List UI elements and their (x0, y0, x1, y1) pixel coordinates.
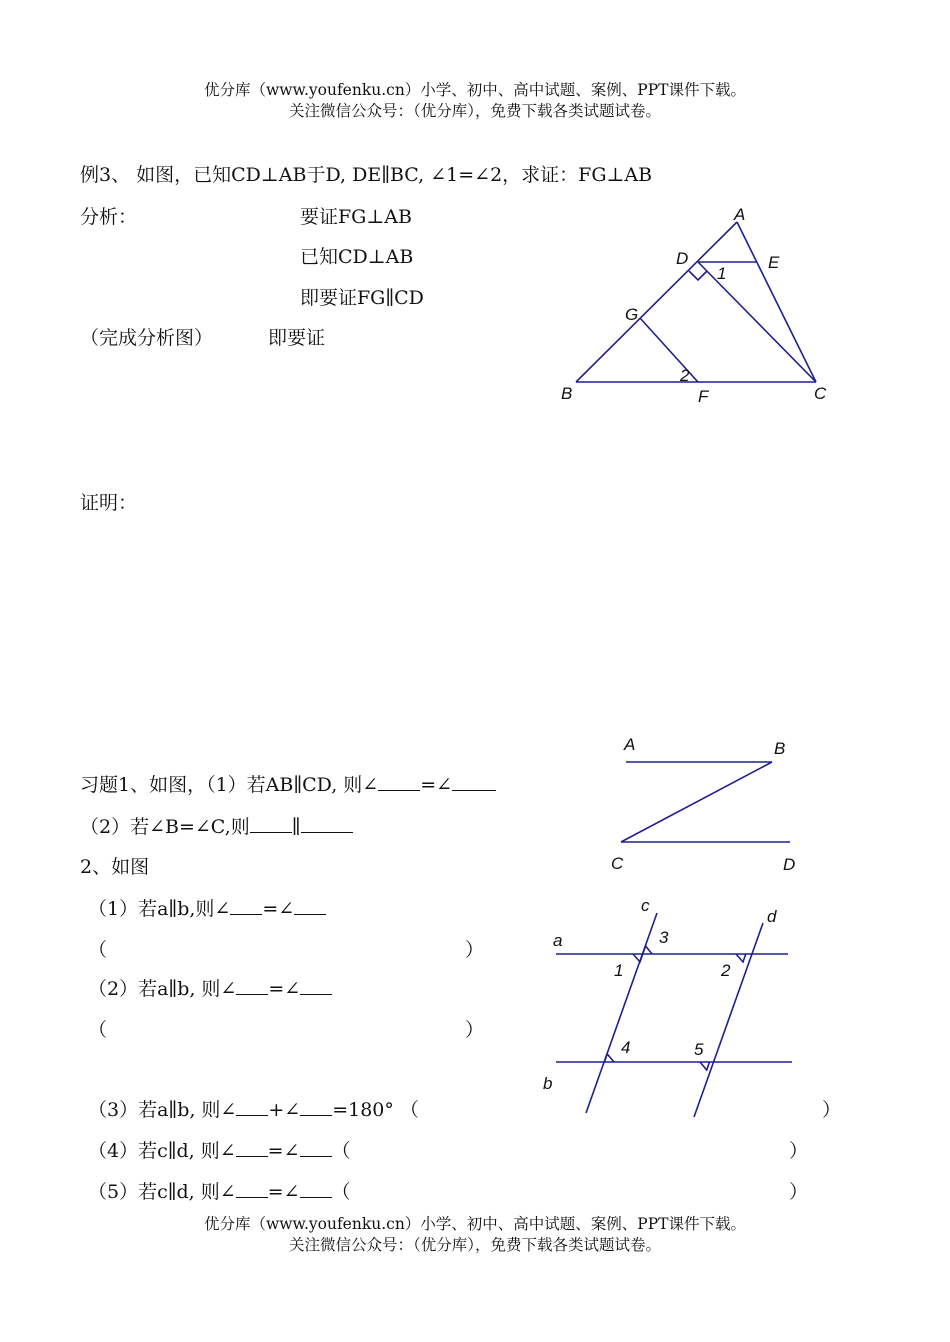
label-angle-2: 2 (680, 366, 690, 385)
example3-statement: 例3、 如图，已知CD⊥AB于D, DE∥BC, ∠1=∠2，求证：FG⊥AB (80, 164, 653, 186)
label-e: E (768, 253, 780, 272)
label-b: B (561, 384, 573, 403)
footer-line-1: 优分库（www.youfenku.cn）小学、初中、高中试题、案例、PPT课件下载。 (203, 1215, 747, 1233)
exercise2-q3-end: =180° （ (332, 1099, 419, 1121)
exercise1-q2-mid: ∥ (291, 816, 301, 838)
exercise2-q3-plus: +∠ (268, 1099, 301, 1121)
label-angle-4: 4 (621, 1038, 631, 1057)
analysis-label: 分析： (80, 206, 138, 228)
exercise2-q4-mid: =∠ (267, 1140, 300, 1162)
exercise2-q2-reason-close: ） (465, 1019, 485, 1041)
label-b: b (543, 1074, 553, 1093)
exercise2-title: 2、如图 (80, 856, 150, 878)
exercise1-q1-mid: =∠ (420, 774, 453, 796)
angle-5-mark (700, 1062, 710, 1070)
exercise2-q5-reason-close: ） (789, 1181, 809, 1203)
analysis-step-3: 即要证FG∥CD (300, 287, 424, 309)
label-a: A (734, 205, 746, 224)
label-g: G (625, 305, 639, 324)
label-f: F (698, 387, 709, 406)
label-b: B (774, 739, 786, 758)
analysis-step-4: 即要证 (268, 327, 326, 349)
label-a: A (624, 735, 636, 754)
label-angle-5: 5 (694, 1040, 704, 1059)
label-d: d (767, 907, 777, 926)
label-d: D (783, 855, 796, 874)
exercise1-q2-text: （2）若∠B=∠C,则 (80, 816, 250, 838)
exercise2-q1-reason-open: （ (88, 939, 108, 961)
footer-line-2: 关注微信公众号：（优分库），免费下载各类试题试卷。 (288, 1236, 661, 1254)
label-c: c (641, 896, 650, 915)
exercise2-q1-reason-close: ） (465, 939, 485, 961)
analysis-step-2: 已知CD⊥AB (300, 246, 414, 268)
exercise2-q3-reason-close: ） (822, 1099, 842, 1121)
analysis-step-1: 要证FG⊥AB (300, 206, 412, 228)
exercise2-q1-mid: =∠ (262, 898, 295, 920)
exercise2-q3-text: （3）若a∥b, 则∠ (88, 1099, 237, 1121)
label-angle-3: 3 (659, 928, 669, 947)
complete-figure-note: （完成分析图） (80, 327, 214, 349)
exercise2-q4-text: （4）若c∥d, 则∠ (88, 1140, 236, 1162)
exercise2-q1-text: （1）若a∥b,则∠ (88, 898, 231, 920)
exercise2-q2-reason-open: （ (88, 1019, 108, 1041)
label-angle-2: 2 (721, 961, 731, 980)
exercise1-q1-text: 习题1、如图，（1）若AB∥CD, 则∠ (80, 774, 379, 796)
label-d: D (676, 249, 689, 268)
label-c: C (814, 384, 827, 403)
exercise2-q4-end: （ (331, 1140, 351, 1162)
proof-label: 证明： (80, 492, 138, 514)
label-angle-1: 1 (717, 264, 727, 283)
line-d (694, 923, 763, 1117)
label-c: C (611, 854, 624, 873)
exercise2-q2-mid: =∠ (268, 978, 301, 1000)
line-c (586, 913, 657, 1113)
label-a: a (553, 931, 563, 950)
angle-2-mark (736, 954, 746, 962)
exercise2-q5-end: （ (331, 1181, 351, 1203)
exercise2-q5-mid: =∠ (267, 1181, 300, 1203)
exercise2-q5-text: （5）若c∥d, 则∠ (88, 1181, 236, 1203)
header-line-2: 关注微信公众号：（优分库），免费下载各类试题试卷。 (288, 102, 661, 120)
label-angle-1: 1 (614, 961, 624, 980)
exercise2-q4-reason-close: ） (789, 1140, 809, 1162)
exercise2-q2-text: （2）若a∥b, 则∠ (88, 978, 237, 1000)
header-line-1: 优分库（www.youfenku.cn）小学、初中、高中试题、案例、PPT课件下载。 (203, 81, 747, 99)
